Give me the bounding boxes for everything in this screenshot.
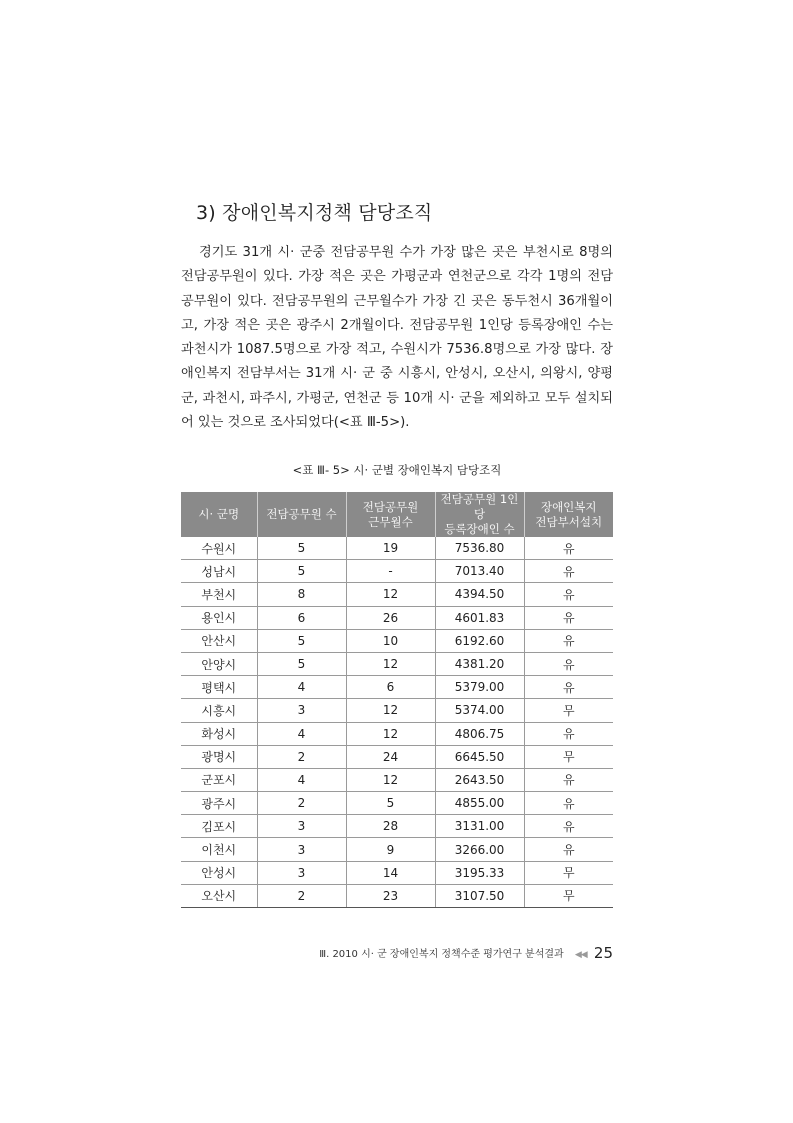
cell-registered-per-staff: 3107.50: [435, 884, 524, 907]
cell-dedicated-dept: 유: [524, 768, 613, 791]
cell-registered-per-staff: 4601.83: [435, 606, 524, 629]
cell-dedicated-dept: 유: [524, 815, 613, 838]
cell-tenure-months: 12: [346, 722, 435, 745]
cell-staff-count: 3: [257, 815, 346, 838]
table-row: [181, 745, 613, 768]
cell-dedicated-dept: 유: [524, 652, 613, 675]
cell-staff-count: 3: [257, 699, 346, 722]
cell-registered-per-staff: 4855.00: [435, 792, 524, 815]
cell-city: 안성시: [181, 861, 257, 884]
cell-registered-per-staff: 3195.33: [435, 861, 524, 884]
cell-tenure-months: -: [346, 560, 435, 583]
cell-registered-per-staff: 2643.50: [435, 768, 524, 791]
cell-staff-count: 4: [257, 676, 346, 699]
cell-registered-per-staff: 6192.60: [435, 629, 524, 652]
header-tenure-months: 전담공무원 근무월수: [346, 492, 435, 537]
cell-tenure-months: 28: [346, 815, 435, 838]
table-row: [181, 861, 613, 884]
cell-city: 김포시: [181, 815, 257, 838]
cell-staff-count: 4: [257, 722, 346, 745]
cell-dedicated-dept: 유: [524, 583, 613, 606]
cell-city: 화성시: [181, 722, 257, 745]
table-body: [181, 537, 613, 908]
table-row: [181, 606, 613, 629]
running-title: Ⅲ. 2010 시· 군 장애인복지 정책수준 평가연구 분석결과: [319, 949, 564, 960]
cell-city: 안양시: [181, 652, 257, 675]
cell-dedicated-dept: 유: [524, 838, 613, 861]
cell-staff-count: 2: [257, 745, 346, 768]
cell-tenure-months: 5: [346, 792, 435, 815]
cell-tenure-months: 14: [346, 861, 435, 884]
table-row: [181, 815, 613, 838]
table-caption: <표 Ⅲ- 5> 시· 군별 장애인복지 담당조직: [292, 463, 502, 477]
cell-dedicated-dept: 유: [524, 792, 613, 815]
table-row: [181, 792, 613, 815]
cell-staff-count: 8: [257, 583, 346, 606]
header-city: 시· 군명: [181, 492, 257, 537]
cell-registered-per-staff: 6645.50: [435, 745, 524, 768]
cell-dedicated-dept: 무: [524, 745, 613, 768]
table-row: [181, 722, 613, 745]
table-row: [181, 676, 613, 699]
cell-registered-per-staff: 4381.20: [435, 652, 524, 675]
header-staff-count: 전담공무원 수: [257, 492, 346, 537]
cell-tenure-months: 12: [346, 768, 435, 791]
header-registered-per-staff: 전담공무원 1인당 등록장애인 수: [435, 492, 524, 537]
cell-city: 오산시: [181, 884, 257, 907]
body-paragraph: 경기도 31개 시· 군중 전담공무원 수가 가장 많은 곳은 부천시로 8명의 전담공무원이 있다. 가장 적은 곳은 가평군과 연천군으로 각각 1명의 전담공무원이 있다. 전담공무원의 근무월수가 가장 긴 곳은 동두천시 36개월이고, 가장 적은 곳은 광주시 2개월이다. 전담공무원 1인당 등록장애인 수는 과천시가 1087.5명으로 가장 적고, 수원시가 7536.8명으로 가장 많다. 장애인복지 전담부서는 31개 시· 군 중 시흥시, 안성시, 오산시, 의왕시, 양평군, 과천시, 파주시, 가평군, 연천군 등 10개 시· 군을 제외하고 모두 설치되어 있는 것으로 조사되었다(<표 Ⅲ-5>).: [181, 245, 613, 431]
table-row: [181, 699, 613, 722]
cell-city: 군포시: [181, 768, 257, 791]
header-dedicated-dept: 장애인복지 전담부서설치: [524, 492, 613, 537]
cell-registered-per-staff: 5374.00: [435, 699, 524, 722]
table-row: [181, 768, 613, 791]
cell-staff-count: 6: [257, 606, 346, 629]
cell-staff-count: 5: [257, 629, 346, 652]
table-row: [181, 629, 613, 652]
cell-dedicated-dept: 무: [524, 699, 613, 722]
table-row: [181, 560, 613, 583]
cell-tenure-months: 12: [346, 583, 435, 606]
cell-staff-count: 5: [257, 537, 346, 560]
cell-dedicated-dept: 유: [524, 537, 613, 560]
cell-city: 성남시: [181, 560, 257, 583]
cell-staff-count: 3: [257, 861, 346, 884]
table-row: [181, 537, 613, 560]
cell-registered-per-staff: 5379.00: [435, 676, 524, 699]
cell-dedicated-dept: 유: [524, 606, 613, 629]
cell-tenure-months: 6: [346, 676, 435, 699]
cell-dedicated-dept: 유: [524, 560, 613, 583]
cell-city: 광명시: [181, 745, 257, 768]
cell-staff-count: 4: [257, 768, 346, 791]
cell-staff-count: 3: [257, 838, 346, 861]
table-row: [181, 838, 613, 861]
cell-registered-per-staff: 7013.40: [435, 560, 524, 583]
table-row: [181, 652, 613, 675]
cell-tenure-months: 12: [346, 652, 435, 675]
table-header-row: [181, 492, 613, 537]
cell-city: 시흥시: [181, 699, 257, 722]
cell-tenure-months: 9: [346, 838, 435, 861]
cell-dedicated-dept: 유: [524, 629, 613, 652]
cell-tenure-months: 12: [346, 699, 435, 722]
cell-staff-count: 5: [257, 560, 346, 583]
cell-dedicated-dept: 유: [524, 676, 613, 699]
cell-staff-count: 2: [257, 792, 346, 815]
cell-tenure-months: 26: [346, 606, 435, 629]
cell-registered-per-staff: 3131.00: [435, 815, 524, 838]
cell-registered-per-staff: 4806.75: [435, 722, 524, 745]
table-row: [181, 884, 613, 907]
table-row: [181, 583, 613, 606]
cell-city: 부천시: [181, 583, 257, 606]
cell-tenure-months: 19: [346, 537, 435, 560]
cell-tenure-months: 10: [346, 629, 435, 652]
cell-dedicated-dept: 무: [524, 884, 613, 907]
page-footer: [181, 944, 613, 962]
disability-welfare-org-table: [181, 492, 613, 908]
cell-staff-count: 5: [257, 652, 346, 675]
cell-city: 광주시: [181, 792, 257, 815]
cell-registered-per-staff: 7536.80: [435, 537, 524, 560]
section-heading: 3) 장애인복지정책 담당조직: [196, 202, 433, 224]
cell-dedicated-dept: 유: [524, 722, 613, 745]
cell-registered-per-staff: 3266.00: [435, 838, 524, 861]
cell-dedicated-dept: 무: [524, 861, 613, 884]
cell-staff-count: 2: [257, 884, 346, 907]
cell-city: 수원시: [181, 537, 257, 560]
cell-city: 안산시: [181, 629, 257, 652]
cell-tenure-months: 23: [346, 884, 435, 907]
cell-city: 용인시: [181, 606, 257, 629]
cell-city: 이천시: [181, 838, 257, 861]
cell-tenure-months: 24: [346, 745, 435, 768]
page-number: 25: [593, 944, 613, 962]
cell-registered-per-staff: 4394.50: [435, 583, 524, 606]
double-left-arrow-icon: ◀◀: [574, 950, 587, 960]
cell-city: 평택시: [181, 676, 257, 699]
